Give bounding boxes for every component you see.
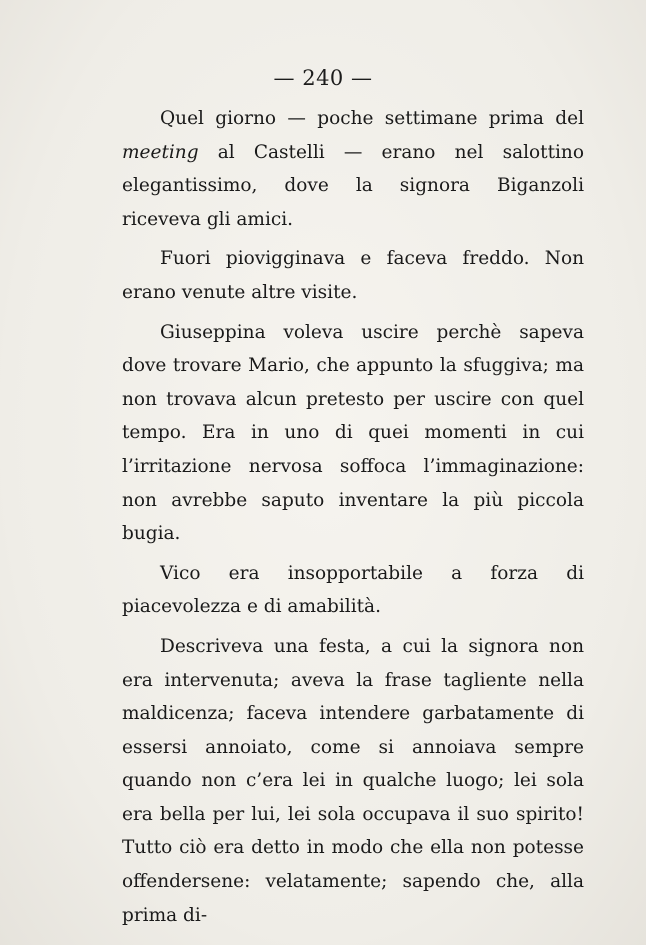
paragraph-1-rest: al Castelli — erano nel salottino elegantissimo, dove la signora Biganzoli riceveva gli amici. <box>122 141 584 230</box>
paragraph-3: Giuseppina voleva uscire perchè sapeva dove trovare Mario, che appunto la sfuggiva; ma non trovava alcun pretesto per uscire con quel tempo. Era in uno di quei momenti in cui l’irritazione nervosa soffoca l’immaginazione: non avrebbe saputo inventare la più piccola bugia. <box>122 321 584 545</box>
paragraph-1-intro: Quel giorno — poche settimane prima del <box>160 108 584 129</box>
page-number: — 240 — <box>273 66 373 90</box>
paragraph-1 <box>122 102 584 236</box>
paragraph-4: Vico era insopportabile a forza di piacevolezza e di amabilità. <box>122 562 584 618</box>
paragraph-2: Fuori piovigginava e faceva freddo. Non erano venute altre visite. <box>122 248 584 303</box>
paragraph-1-italic-word: meeting <box>122 141 199 163</box>
paragraph-5: Descriveva una festa, a cui la signora non era intervenuta; aveva la frase tagliente nella maldicenza; faceva intendere garbatamente di essersi annoiato, come si annoiava sempre quando non c’era lei in qualche luogo; lei sola era bella per lui, lei sola occupava il suo spirito! Tutto ciò era detto in modo che ella non potesse offendersene: velatamente; sapendo che, alla prima di- <box>122 635 584 926</box>
body-text <box>122 102 584 938</box>
